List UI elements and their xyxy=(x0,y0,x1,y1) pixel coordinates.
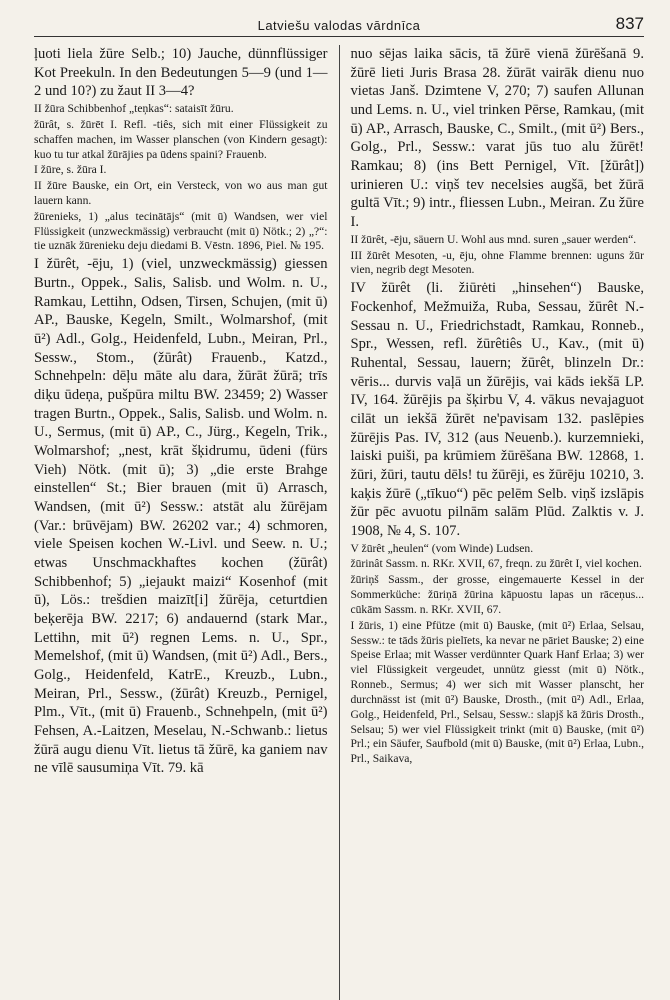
dictionary-entry: IV žūrêt (li. žiūrėti „hinsehen“) Bauske, Fockenhof, Mežmuiža, Ruba, Sessau, žūrêt N.-Sessau n. U., Friedrichstadt, Ramkau, Ronneb., Spr., Wessen, refl. žūrêtiês U., Kav., (mit ū) Ruhental, Sessau, lauern; žūrêt, blinzeln Dr.: vēris... durvis vaļā un žūrējis, vai kāds iekšā LP. IV, 164. žūrējis pa šķirbu V, 4. vākus nevajaguot cilāt un iekšā žūrēt ne'pavisam 132. paslēpies žūrējis Pas. IV, 312 (aus Neuenb.). kurzemnieki, laiski puiši, pa krūmiem žūrēšana BW. 12868, 1. žūri, žūri, tautu dēls! tu žūrēji, es žūrēju 10210, 3. kaķis žūrē („tīkuo“) pēc pelēm Selb. viņš izslāpis žūr pēc avuotu pilnām salām Plūd. Zalktis v. J. 1908, № 4, S. 107. xyxy=(350,280,644,539)
dictionary-entry: žūriņš Sassm., der grosse, eingemauerte Kessel in der Sommerküche: žūriņā žūrina kāpuostu lapas un rāceņus... cūkām Sassm. n. RKr. XVII, 67. xyxy=(350,573,644,616)
dictionary-entry: I žūris, 1) eine Pfütze (mit ū) Bauske, (mit ū²) Erlaa, Selsau, Sessw.: te tāds žūris pielīets, ka nevar ne pāriet Bauske; 2) eine Speise Erlaa; mit Wasser verdünnter Quark Hanf Erlaa; 3) wer viel Flüssigkeit vergeudet, unnütz giesst (mit ū) Nötk., Ronneb., Sermus; 4) wer sich mit Wasser planscht, her durchnässt ist (mit ū²) Bauske, Drosth., (mit ū²) Adl., Erlaa, Golg., Heidenfeld, Prl., Selsau, Sessw.: slapjš kā žūris Drosth., Selsau; 5) wer viel Flüssigkeit trinkt (mit ū) Bauske, (mit ū²) Prl.; ein Säufer, Saufbold (mit ū) Bauske, (mit ū²) Erlaa, Lubn., Prl., Saikava, xyxy=(350,618,644,766)
dictionary-entry: nuo sējas laika sācis, tā žūrē vienā žūrēšanā 9. žūrē lieti Juris Brasa 28. žūrāt vairāk dienu nuo vietas Janš. Dzimtene V, 270; 7) saufen Allunan und Lems. n. U., viel trinken Pērse, Ramkau, (mit ū) AP., Arrasch, Bauske, C., Smilt., (mit ū²) Bers., Golg., Prl., Sessw.: varat jūs tuo alu žūrēt! Ramkau; 8) (ins Bett Pernigel, Vīt. [žūrât]) urinieren U.: viņš tev necelsies augšā, bet žūrā gultā Vīt.; 9) intr., fliessen Lubn., Meiran. Zu žūre I. xyxy=(350,46,644,231)
dictionary-entry: II žūre Bauske, ein Ort, ein Versteck, von wo aus man gut lauern kann. xyxy=(34,179,328,207)
dictionary-entry: žūrât, s. žūrēt I. Refl. -tiês, sich mit einer Flüssigkeit zu schaffen machen, im Wasser planschen (von Kindern gesagt): kuo tu tur atkal žūrājies pa ūdens spaini? Frauenb. xyxy=(34,117,328,161)
dictionary-entry: III žūrêt Mesoten, -u, ēju, ohne Flamme brennen: uguns žūr vien, negrib degt Mesoten. xyxy=(350,248,644,277)
dictionary-entry: I žūrêt, -ēju, 1) (viel, unzweckmässig) giessen Burtn., Oppek., Salis, Salisb. und Wolm. n. U., Ramkau, Lettihn, Odsen, Tirsen, Schujen, (mit ū) AP., Bauske, Kegeln, Smilt., Wolmarshof, (mit ū²) Adl., Golg., Heidenfeld, Lubn., Meiran, Prl., Sessw., Stom., (žūrât) Frauenb., Katzd., Schnehpeln: dēļu māte alu dara, žūrāt žūrā; trīs diķu ūdeņa, pušpūra miltu BW. 23459; 2) Wasser tragen Burtn., Oppek., Salis, Salisb. und Wolm. n. U., Sermus, (mit ū) AP., C., Jürg., Kegeln, Trik., Wolmarshof; „nest, krāt šķidrumu, ūdeni (fürs Vieh) Nötk. (mit ū); 3) „die erste Brahge einstellen“ St.; Bier brauen (mit ū) Arrasch, Wandsen, (mit ū²) Sessw.: atstāt alu žūrējam (Var.: brūvējam) BW. 26202 var.; 4) schmoren, viele Speisen kochen W.-Livl. und Seew. n. U.; etwas Unschmackhaftes kochen (žūrât) Schibbenhof; 5) „iejaukt maizi“ Kosenhof (mit ū), Lös.: trešdien maizīt[i] žūrēja, ceturtdien beķerēja BW. 2217; 6) andauernd (stark Mar., Lettihn, mit ū²) regnen Lems. n. U., Spr., Memelshof, (mit ū) Wandsen, (mit ū²) Adl., Bers., Golg., Heidenfeld, KatrE., Kreuzb., Lubn., Meiran, Prl., Sessw., (žūrât) Kreuzb., Pernigel, Plm., Vīt., (mit ū) Frauenb., Schnehpeln, (mit ū²) Fehsen, A.-Laitzen, Meselau, N.-Schwanb.: lietus žūrā augu dienu Vīt. lietus tā žūrē, ka ganiem nav ne vīlē sausumiņa Vīt. 79. kā xyxy=(34,256,328,777)
dictionary-entry: I žūre, s. žūra I. xyxy=(34,163,107,177)
page-header xyxy=(34,14,644,37)
left-column xyxy=(34,45,328,1000)
dictionary-entry: žūrinât Sassm. n. RKr. XVII, 67, freqn. zu žūrêt I, viel kochen. xyxy=(350,557,642,571)
dictionary-entry: V žūrêt „heulen“ (vom Winde) Ludsen. xyxy=(350,541,534,555)
dictionary-entry: ļuoti liela žūre Selb.; 10) Jauche, dünnflüssiger Kot Preekuln. In den Bedeutungen 5—9 (und 1—2 und 10?) zu žaut II 3—4? xyxy=(34,46,328,100)
column-divider xyxy=(339,45,340,1000)
right-column xyxy=(350,45,644,1000)
dictionary-entry: žūrenieks, 1) „alus tecinātājs“ (mit ū) Wandsen, wer viel Flüssigkeit (unzweckmässig) verbraucht (mit ū) Nötk.; 2) „?“: tie uznāk žūrenieku deju diedami B. Vēstn. 1896, Piel. № 195. xyxy=(34,209,328,253)
text-columns xyxy=(34,45,644,1000)
dictionary-entry: II žūra Schibbenhof „teņkas“: sataisīt žūru. xyxy=(34,102,234,116)
page-title: Latviešu valodas vārdnīca xyxy=(257,18,421,33)
page-number: 837 xyxy=(615,14,644,33)
dictionary-entry: II žūrêt, -ēju, säuern U. Wohl aus mnd. suren „sauer werden“. xyxy=(350,232,637,246)
